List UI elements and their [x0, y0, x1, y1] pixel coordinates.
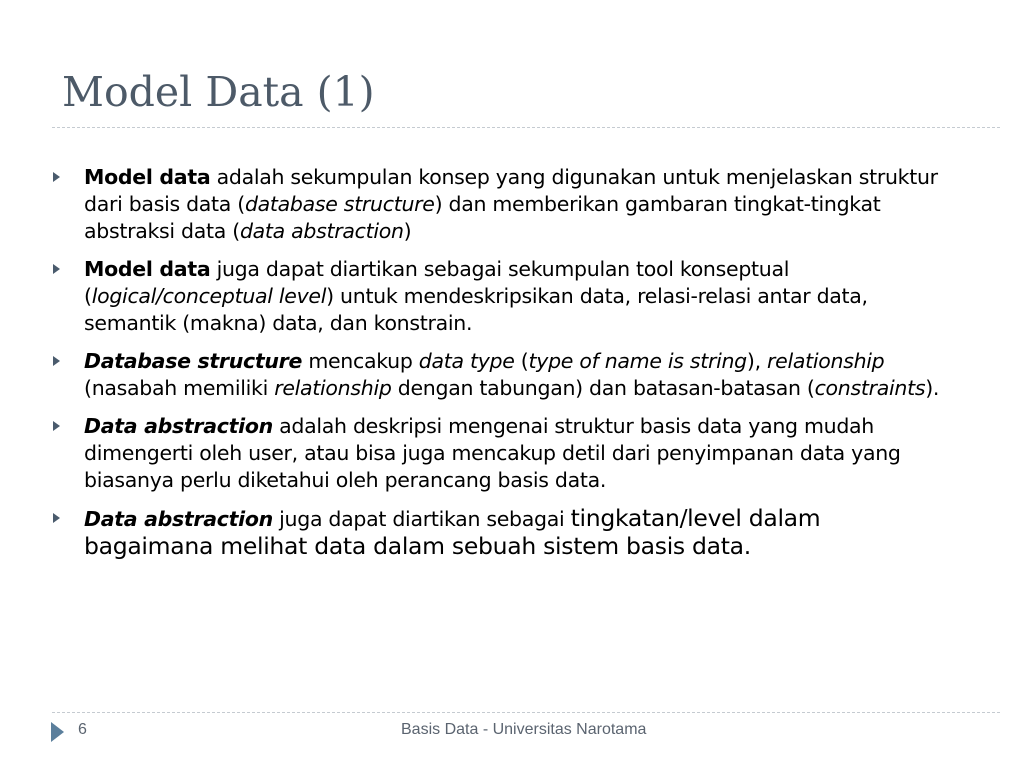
bullet-segment: Model data — [84, 257, 211, 281]
bullet-item — [52, 505, 952, 561]
slide-title: Model Data (1) — [62, 68, 375, 116]
bullet-text — [84, 164, 952, 245]
bullet-segment: Data abstraction — [84, 507, 273, 531]
footer-text: Basis Data - Universitas Narotama — [401, 721, 647, 738]
bullet-segment: constraints — [814, 376, 926, 400]
bullet-segment: Data abstraction — [84, 414, 273, 438]
bullet-segment: adalah sekumpulan konsep yang digunakan untuk menjelaskan struktur dari basis data ( — [84, 165, 938, 216]
bullet-segment: ) dan memberikan gambaran tingkat-tingkat abstraksi data ( — [84, 192, 881, 243]
bullet-segment: Database structure — [84, 349, 303, 373]
bullet-segment: Model data — [84, 165, 211, 189]
bullet-segment: database structure — [244, 192, 435, 216]
title-divider — [52, 127, 1000, 128]
bullet-segment: data abstraction — [239, 219, 404, 243]
footer-divider — [52, 712, 1000, 713]
bullet-text — [84, 256, 952, 337]
bullet-text — [84, 348, 952, 402]
bullet-segment: relationship — [274, 376, 392, 400]
bullet-segment: juga dapat diartikan sebagai — [272, 507, 571, 531]
bullet-segment: tingkatan/level dalam bagaimana melihat data dalam sebuah sistem basis data. — [84, 504, 821, 560]
bullet-segment: juga dapat diartikan sebagai sekumpulan tool konseptual ( — [84, 257, 790, 308]
bullet-segment: dengan tabungan) dan batasan-batasan ( — [391, 376, 815, 400]
bullet-segment: mencakup — [302, 349, 419, 373]
bullet-arrow-icon — [53, 513, 60, 523]
bullet-text — [84, 413, 952, 494]
bullet-segment: adalah deskripsi mengenai struktur basis data yang mudah dimengerti oleh user, atau bisa juga mencakup detil dari penyimpanan data yang biasanya perlu diketahui oleh perancang basis data. — [84, 414, 901, 492]
bullet-segment: ), — [746, 349, 768, 373]
bullet-item — [52, 164, 952, 245]
page-number: 6 — [78, 721, 87, 738]
bullet-segment: ( — [514, 349, 529, 373]
bullet-segment: relationship — [767, 349, 885, 373]
bullet-segment: logical/conceptual level — [91, 284, 327, 308]
bullet-text — [84, 505, 952, 561]
bullet-item — [52, 256, 952, 337]
bullet-segment: type of name is string — [528, 349, 747, 373]
bullet-segment: ) untuk mendeskripsikan data, relasi-relasi antar data, semantik (makna) data, dan konstrain. — [84, 284, 868, 335]
bullet-item — [52, 348, 952, 402]
bullet-segment: ) — [403, 219, 412, 243]
bullet-arrow-icon — [53, 421, 60, 431]
bullet-segment: (nasabah memiliki — [84, 376, 275, 400]
bullet-arrow-icon — [53, 356, 60, 366]
bullet-item — [52, 413, 952, 494]
footer-arrow-icon — [51, 722, 64, 742]
bullet-arrow-icon — [53, 172, 60, 182]
bullet-list — [52, 164, 952, 572]
bullet-arrow-icon — [53, 264, 60, 274]
bullet-segment: data type — [418, 349, 515, 373]
bullet-segment: ). — [925, 376, 940, 400]
